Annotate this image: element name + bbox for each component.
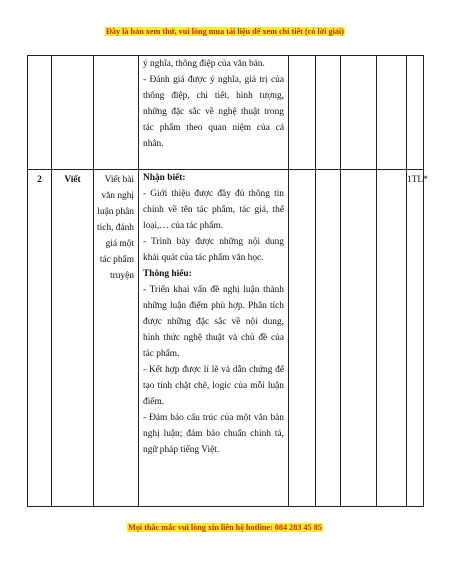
description-line: - Đảm bảo cấu trúc của một văn bản nghị luận; đảm bảo chuẩn chính tả, ngữ pháp tiếng Việt. [143,413,284,455]
preview-notice-banner [0,26,450,37]
topic-cell [52,56,94,170]
hotline-notice-banner [0,522,450,533]
level-cell [289,170,316,507]
unit-cell [94,56,139,170]
number-cell: 2 [28,170,52,507]
description-line: - Trình bày được những nội dung khái quát của tác phẩm văn học. [143,237,284,263]
table-row [28,56,424,170]
description-line: - Đánh giá được ý nghĩa, giá trị của thông điệp, chi tiết, hình tượng, những đặc sắc về nghệ thuật trong tác phẩm theo quan niệm của cá nhân. [143,75,284,149]
description-line: ý nghĩa, thông điệp của văn bản. [143,59,265,69]
unit-cell: Viết bài văn nghị luận phân tích, đánh giá một tác phẩm truyện [94,170,139,507]
level-cell [341,170,377,507]
hotline-notice-text: Mọi thắc mắc vui lòng xin liên hệ hotline: 084 283 45 85 [128,523,322,532]
preview-notice-text: Đây là bản xem thử, vui lòng mua tài liệu để xem chi tiết (có lời giải) [105,27,344,36]
level-cell [316,170,341,507]
assessment-matrix-table [27,55,428,507]
description-cell [139,56,289,170]
description-cell [139,170,289,507]
topic-cell: Viết [52,170,94,507]
level-cell [289,56,316,170]
table-row [28,170,424,507]
description-line: - Kết hợp được lí lẽ và dẫn chứng để tạo tính chặt chẽ, logic của mỗi luận điểm. [143,365,284,407]
nhan-biet-heading: Nhận biết: [143,173,186,183]
level-cell [377,170,407,507]
description-line: - Triển khai vấn đề nghị luận thành những luận điểm phù hợp. Phân tích được những đặc sắc về nội dung, hình thức nghệ thuật và chủ đề của tác phẩm. [143,285,284,359]
question-count-cell: 1TL* [407,170,424,507]
number-cell [28,56,52,170]
level-cell [341,56,377,170]
level-cell [377,56,407,170]
thong-hieu-heading: Thông hiểu: [143,269,192,279]
level-cell [316,56,341,170]
level-cell [407,56,424,170]
description-line: - Giới thiệu được đầy đủ thông tin chính về tên tác phẩm, tác giả, thể loại,… của tác phẩm. [143,189,284,231]
